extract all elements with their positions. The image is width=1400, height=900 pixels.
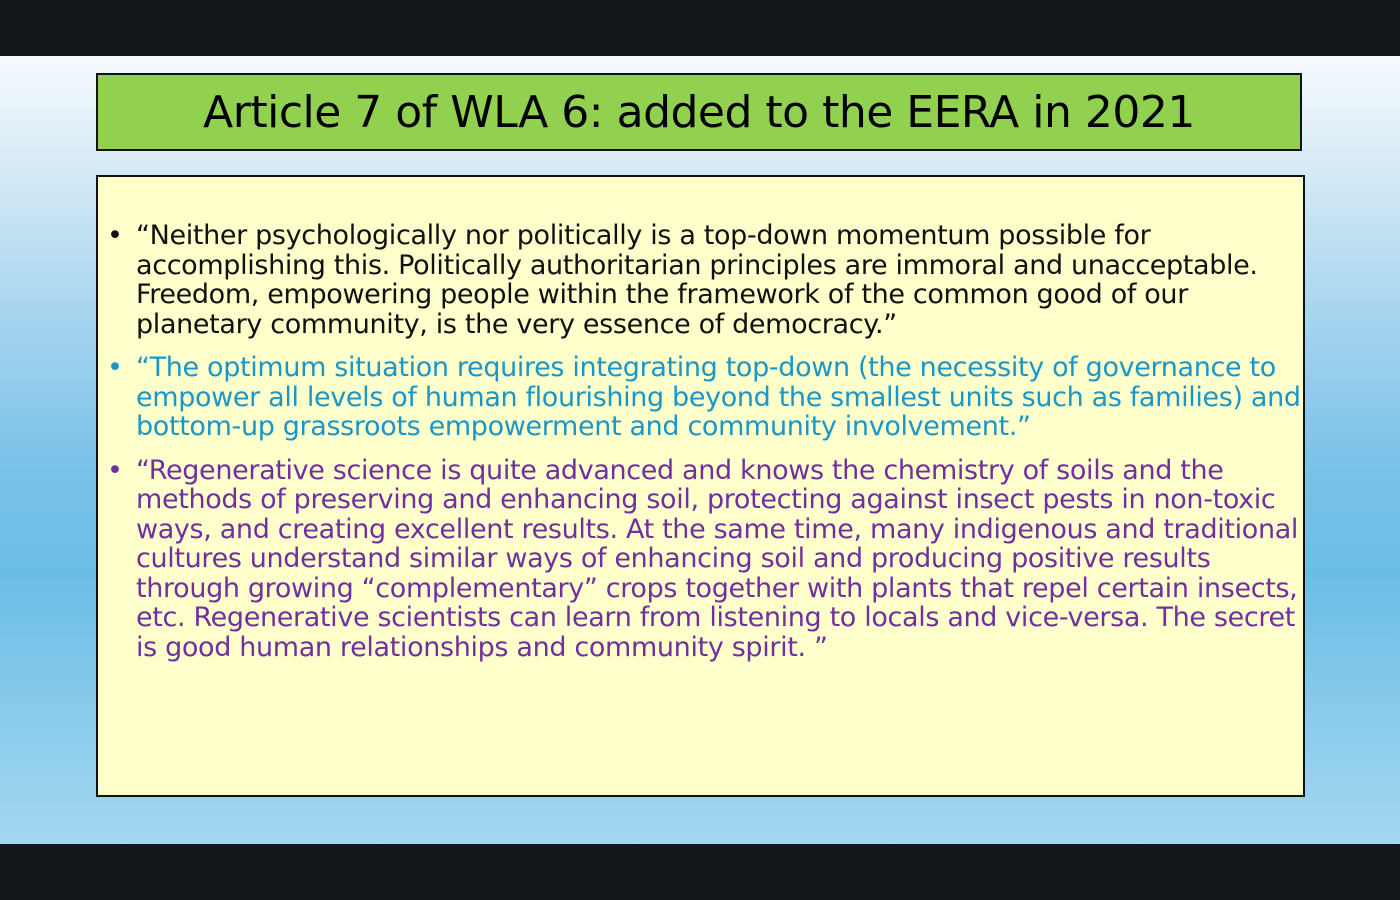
letterbox-bottom bbox=[0, 844, 1400, 900]
bullet-marker: • bbox=[107, 454, 123, 486]
letterbox-top bbox=[0, 0, 1400, 56]
content-panel bbox=[96, 175, 1305, 797]
title-banner bbox=[96, 73, 1302, 151]
bullet-text-3: “Regenerative science is quite advanced and knows the chemistry of soils and the methods of preserving and enhancing soil, protecting against insect pests in non-toxic ways, and creating excellent results. At the same time, many indigenous and traditional cultures understand similar ways of enhancing soil and producing positive results through growing “complementary” crops together with plants that repel certain insects, etc. Regenerative scientists can learn from listening to locals and vice-versa. The secret is good human relationships and community spirit. ” bbox=[136, 454, 1299, 663]
slide-title: Article 7 of WLA 6: added to the EERA in 2021 bbox=[203, 86, 1195, 138]
bullet-list bbox=[106, 221, 1301, 676]
bullet-marker: • bbox=[107, 352, 123, 383]
bullet-item-3 bbox=[106, 456, 1301, 663]
bullet-item-2 bbox=[106, 353, 1301, 442]
presentation-slide bbox=[0, 56, 1400, 844]
bullet-text-1: “Neither psychologically nor politically is a top-down momentum possible for accomplishing this. Politically authoritarian principles are immoral and unacceptable. Freedom, empowering people within the framework of the common good of our planetary community, is the very essence of democracy.” bbox=[136, 220, 1258, 340]
bullet-text-2: “The optimum situation requires integrating top-down (the necessity of governance to empower all levels of human flourishing beyond the smallest units such as families) and bottom-up grassroots empowerment and community involvement.” bbox=[136, 352, 1301, 442]
bullet-item-1 bbox=[106, 221, 1301, 339]
bullet-marker: • bbox=[107, 220, 123, 251]
